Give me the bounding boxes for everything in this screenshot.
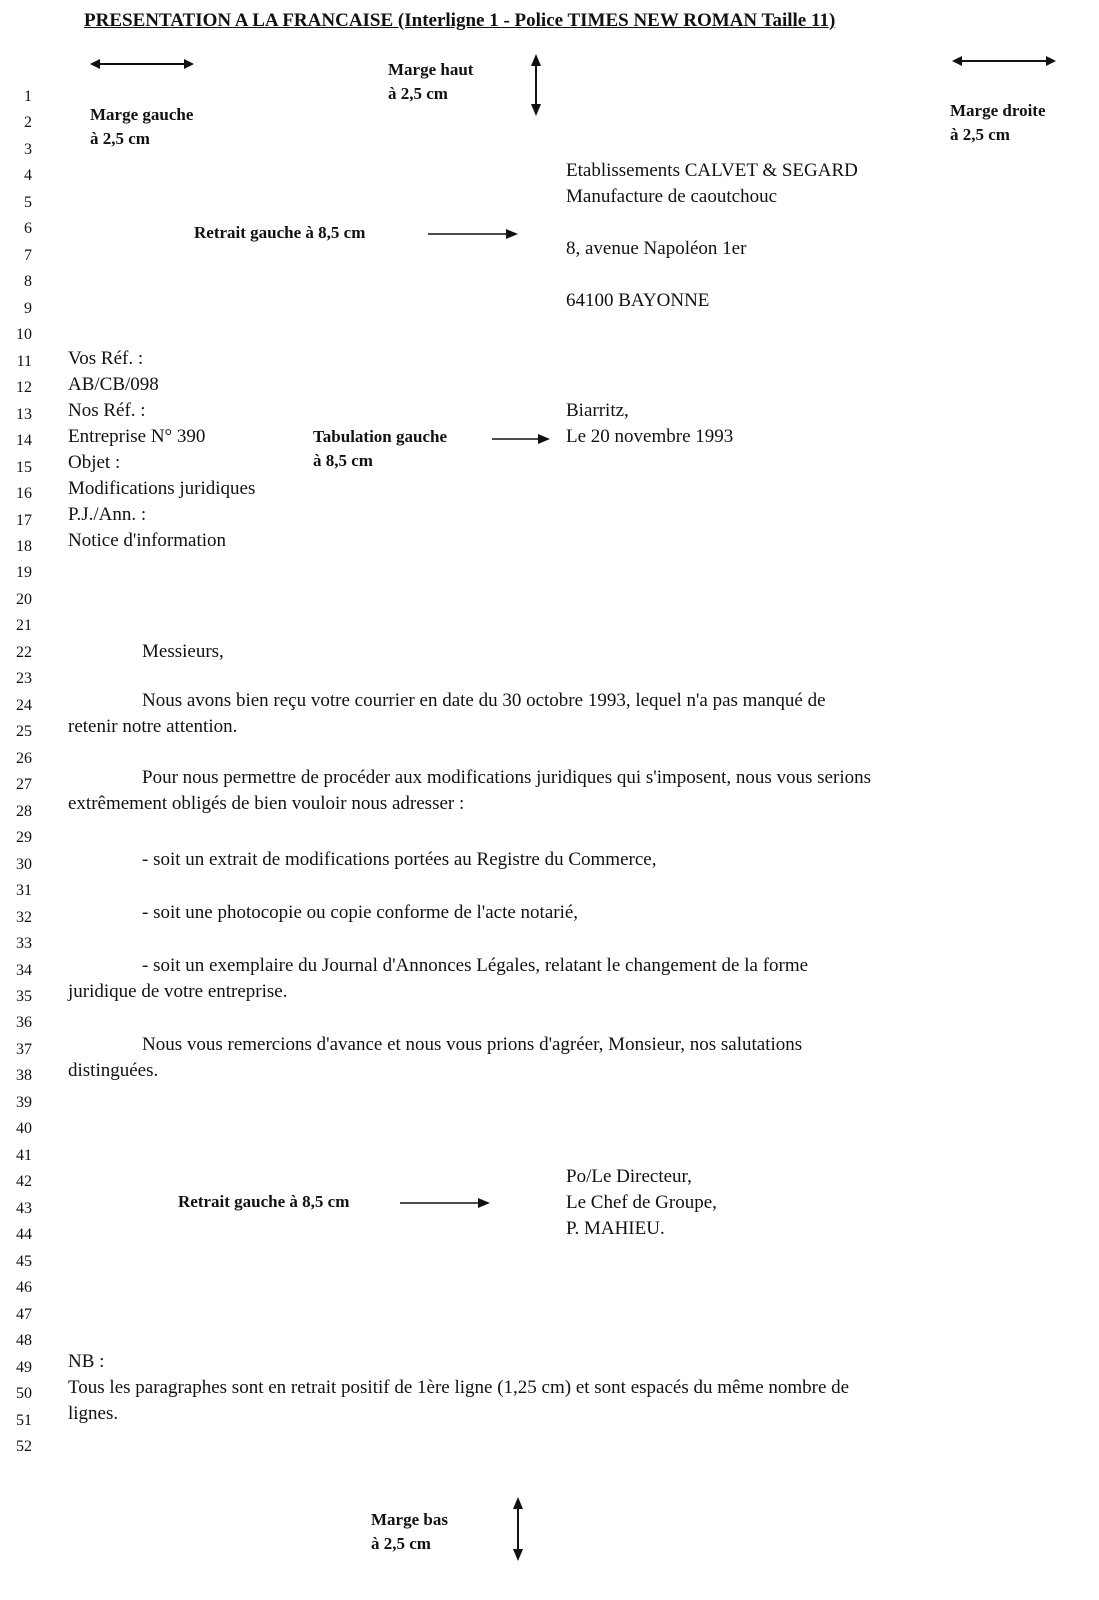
- left-margin-arrow: [90, 58, 194, 70]
- letter-date: Le 20 novembre 1993: [566, 426, 734, 447]
- recipient-street: 8, avenue Napoléon 1er: [566, 238, 747, 259]
- recipient-activity: Manufacture de caoutchouc: [566, 186, 778, 207]
- line-number: 4: [24, 167, 32, 185]
- marge-droite-label: Marge droite à 2,5 cm: [950, 101, 1046, 144]
- line-number: 42: [16, 1173, 32, 1191]
- line-number: 43: [16, 1199, 32, 1217]
- recipient-company: Etablissements CALVET & SEGARD: [566, 160, 858, 181]
- retrait-gauche-label: Retrait gauche à 8,5 cm: [194, 223, 366, 242]
- line-number: 51: [16, 1411, 32, 1429]
- marge-haut-label: Marge haut à 2,5 cm: [388, 60, 474, 103]
- line-number: 18: [16, 537, 32, 555]
- nb-label: NB :: [68, 1351, 105, 1372]
- line-number: 47: [16, 1305, 32, 1323]
- list-item: - soit un extrait de modifications portées au Registre du Commerce,: [142, 849, 657, 870]
- line-number: 17: [16, 511, 32, 529]
- line-number: 29: [16, 829, 32, 847]
- closing-paragraph: Nous vous remercions d'avance et nous vous prions d'agréer, Monsieur, nos salutations distinguées.: [68, 1034, 803, 1081]
- line-number: 9: [24, 299, 32, 317]
- retrait-gauche-bottom-label: Retrait gauche à 8,5 cm: [178, 1192, 350, 1211]
- vos-ref-value: AB/CB/098: [68, 374, 159, 395]
- recipient-city: 64100 BAYONNE: [566, 290, 710, 311]
- line-number: 50: [16, 1385, 32, 1403]
- signature-line-1: Po/Le Directeur,: [566, 1166, 692, 1187]
- line-number: 7: [24, 246, 32, 264]
- line-number: 31: [16, 882, 32, 900]
- line-number: 8: [24, 273, 32, 291]
- top-margin-arrow: [529, 54, 543, 116]
- objet-label: Objet :: [68, 452, 121, 473]
- recipient-address: [566, 158, 858, 314]
- line-number: 49: [16, 1358, 32, 1376]
- line-number: 37: [16, 1040, 32, 1058]
- list-item: - soit un exemplaire du Journal d'Annonces Légales, relatant le changement de la forme juridique de votre entreprise.: [68, 955, 809, 1002]
- line-number: 41: [16, 1146, 32, 1164]
- line-number: 35: [16, 987, 32, 1005]
- line-number: 24: [16, 696, 32, 714]
- page-title: PRESENTATION A LA FRANCAISE (Interligne 1 - Police TIMES NEW ROMAN Taille 11): [84, 10, 836, 31]
- line-number: 33: [16, 935, 32, 953]
- signature-name: P. MAHIEU.: [566, 1218, 665, 1239]
- vos-ref-label: Vos Réf. :: [68, 348, 144, 369]
- line-number: 1: [24, 88, 32, 105]
- line-number: 38: [16, 1067, 32, 1085]
- retrait-gauche-arrow: [428, 228, 518, 240]
- line-number: 25: [16, 723, 32, 741]
- references-block: [68, 346, 255, 554]
- line-number: 36: [16, 1014, 32, 1032]
- line-number: 40: [16, 1120, 32, 1138]
- marge-gauche-label: Marge gauche à 2,5 cm: [90, 105, 194, 148]
- line-number: 39: [16, 1093, 32, 1111]
- line-number: 52: [16, 1437, 32, 1455]
- objet-value: Modifications juridiques: [68, 478, 256, 499]
- line-number: 16: [16, 485, 32, 503]
- list-item: - soit une photocopie ou copie conforme de l'acte notarié,: [142, 902, 579, 923]
- line-number: 6: [24, 220, 32, 238]
- tabulation-gauche-label: Tabulation gauche à 8,5 cm: [313, 427, 447, 470]
- line-number: 5: [24, 193, 32, 211]
- signature-line-2: Le Chef de Groupe,: [566, 1192, 717, 1213]
- paragraph-1: Nous avons bien reçu votre courrier en date du 30 octobre 1993, lequel n'a pas manqué de retenir notre attention.: [68, 690, 826, 737]
- tabulation-gauche-arrow: [492, 433, 550, 445]
- right-margin-arrow: [952, 55, 1056, 67]
- line-number: 19: [16, 564, 32, 582]
- line-number: 10: [16, 326, 32, 344]
- line-number: 48: [16, 1332, 32, 1350]
- line-number: 12: [16, 379, 32, 397]
- salutation: Messieurs,: [142, 641, 224, 662]
- line-number: 15: [16, 458, 32, 476]
- letter-place: Biarritz,: [566, 400, 629, 421]
- bottom-margin-arrow: [511, 1497, 525, 1561]
- line-number: 20: [16, 590, 32, 608]
- pj-label: P.J./Ann. :: [68, 504, 147, 525]
- nos-ref-label: Nos Réf. :: [68, 400, 146, 421]
- line-number: 11: [16, 352, 32, 370]
- line-number: 23: [16, 670, 32, 688]
- nos-ref-value: Entreprise N° 390: [68, 426, 206, 447]
- signature-block: [566, 1164, 717, 1242]
- line-number: 27: [16, 776, 32, 794]
- line-number: 13: [16, 405, 32, 423]
- line-number: 28: [16, 802, 32, 820]
- nb-note: NB : Tous les paragraphes sont en retrait positif de 1ère ligne (1,25 cm) et sont espacés du même nombre de lignes.: [68, 1351, 850, 1424]
- retrait-gauche-bottom-arrow: [400, 1197, 490, 1209]
- paragraph-2: Pour nous permettre de procéder aux modifications juridiques qui s'imposent, nous vous serions extrêmement obligés de bien vouloir nous adresser :: [68, 767, 871, 814]
- pj-value: Notice d'information: [68, 530, 227, 551]
- line-number: 2: [24, 114, 32, 132]
- line-number: 26: [16, 749, 32, 767]
- line-number: 21: [16, 617, 32, 635]
- marge-bas-label: Marge bas à 2,5 cm: [371, 1510, 448, 1553]
- line-number: 44: [16, 1226, 32, 1244]
- line-number: 14: [16, 432, 32, 450]
- line-number: 3: [24, 140, 32, 158]
- line-number: 30: [16, 855, 32, 873]
- line-number: 45: [16, 1252, 32, 1270]
- line-number: 22: [16, 643, 32, 661]
- place-date: [566, 398, 733, 450]
- line-number: 34: [16, 961, 32, 979]
- line-number: 32: [16, 908, 32, 926]
- line-number: 46: [16, 1279, 32, 1297]
